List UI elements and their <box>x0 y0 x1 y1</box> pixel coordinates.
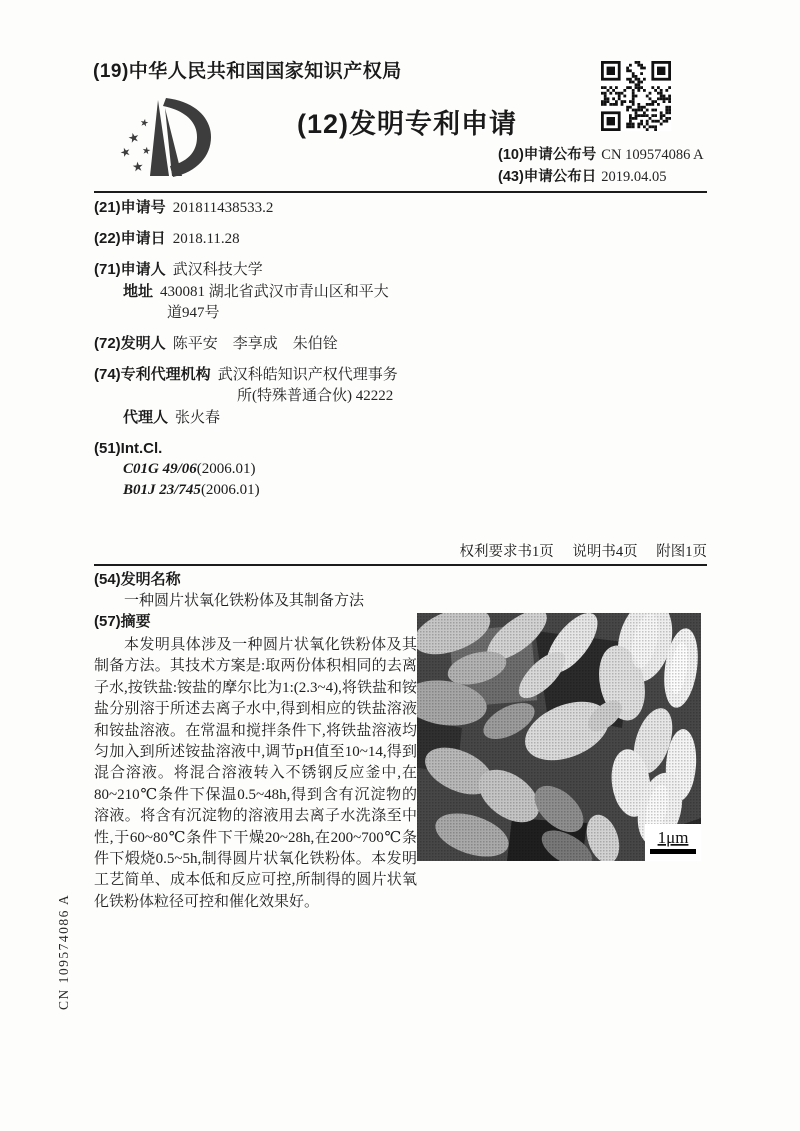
agent-label: 代理人 <box>123 409 169 426</box>
logo-stars <box>118 117 152 175</box>
sem-figure <box>417 613 701 861</box>
svg-text:★: ★ <box>131 159 145 176</box>
figures-pages: 附图1页 <box>656 544 707 560</box>
abstract-text: 本发明具体涉及一种圆片状氧化铁粉体及其制备方法。其技术方案是:取两份体积相同的去离子水,按铁盐:铵盐的摩尔比为1:(2.3~4),将铁盐和铵盐分别溶于所述去离子水中,得到相应的铁盐溶液和铵盐溶液。在常温和搅拌条件下,将铁盐溶液均匀加入到所述铵盐溶液中,调节pH值至10~14,得到混合溶液。将混合溶液转入不锈钢反应釜中,在80~210℃条件下保温0.5~48h,得到含有沉淀物的溶液。将含有沉淀物的溶液用去离子水洗涤至中性,于60~80℃条件下干燥20~28h,在200~700℃条件下煅烧0.5~5h,制得圆片状氧化铁粉体。本发明工艺简单、成本低和反应可控,所制得的圆片状氧化铁粉体粒径可控和催化效果好。 <box>94 637 417 910</box>
int-cl-version-2: (2006.01) <box>200 482 260 498</box>
pub-number-label: (10)申请公布号 <box>498 147 597 163</box>
agency-value-line2: 所(特殊普通合伙) 42222 <box>237 388 394 404</box>
applicant-label: (71)申请人 <box>94 261 166 278</box>
application-number-value: 201811438533.2 <box>172 200 274 216</box>
int-cl-version-1: (2006.01) <box>196 461 256 477</box>
scale-bar <box>645 824 701 861</box>
agent-line <box>94 407 524 429</box>
pub-date-value: 2019.04.05 <box>601 169 667 185</box>
publication-info <box>498 144 704 188</box>
svg-text:★: ★ <box>126 129 142 148</box>
application-date-label: (22)申请日 <box>94 230 166 247</box>
sidebar-document-code: CN 109574086 A <box>56 893 71 1010</box>
address-line <box>94 281 524 303</box>
cnipa-logo-icon <box>110 92 228 184</box>
application-date-row <box>94 228 524 250</box>
pub-date-label: (43)申请公布日 <box>498 169 597 185</box>
svg-text:★: ★ <box>138 117 150 130</box>
inventors-label: (72)发明人 <box>94 335 166 352</box>
document-type-title: (12)发明专利申请 <box>297 109 518 139</box>
qr-code <box>601 61 671 131</box>
agency-row <box>94 364 524 429</box>
application-date-value: 2018.11.28 <box>172 231 240 247</box>
bibliographic-data <box>94 197 524 510</box>
agency-line1 <box>94 364 524 386</box>
application-number-label: (21)申请号 <box>94 199 166 216</box>
invention-title: 一种圆片状氧化铁粉体及其制备方法 <box>124 593 365 609</box>
applicant-line <box>94 259 524 281</box>
address-value-line1: 430081 湖北省武汉市青山区和平大 <box>160 284 389 300</box>
scale-bar-label: 1μm <box>657 828 689 847</box>
agent-value: 张火春 <box>175 410 221 426</box>
applicant-row <box>94 259 524 324</box>
agency-label: (74)专利代理机构 <box>94 366 211 383</box>
int-cl-entry-2 <box>94 480 524 501</box>
int-cl-label: (51)Int.Cl. <box>94 440 163 457</box>
int-cl-row <box>94 438 524 501</box>
address-label: 地址 <box>123 283 154 300</box>
svg-text:★: ★ <box>117 143 133 161</box>
int-cl-entry-1 <box>94 459 524 480</box>
logo-tower <box>150 98 211 177</box>
header-divider <box>94 191 707 193</box>
pages-summary <box>94 540 707 561</box>
svg-text:★: ★ <box>141 145 152 158</box>
invention-title-label: (54)发明名称 <box>94 571 181 588</box>
application-number-row <box>94 197 524 219</box>
int-cl-code-1: C01G 49/06 <box>123 461 197 477</box>
pub-number-value: CN 109574086 A <box>601 147 704 163</box>
publication-number-row <box>498 144 704 166</box>
claims-pages: 权利要求书1页 <box>459 544 554 560</box>
abstract-divider <box>94 564 707 566</box>
authority-name: (19)中华人民共和国国家知识产权局 <box>93 61 402 82</box>
int-cl-code-2: B01J 23/745 <box>123 482 201 498</box>
abstract-label: (57)摘要 <box>94 613 151 630</box>
inventors-value: 陈平安 李享成 朱伯铨 <box>172 336 338 352</box>
inventors-row <box>94 333 524 355</box>
address-value-line2: 道947号 <box>167 305 220 321</box>
applicant-value: 武汉科技大学 <box>172 262 263 278</box>
description-pages: 说明书4页 <box>572 544 638 560</box>
agency-value-line1: 武汉科皓知识产权代理事务 <box>217 367 398 383</box>
publication-date-row <box>498 166 704 188</box>
